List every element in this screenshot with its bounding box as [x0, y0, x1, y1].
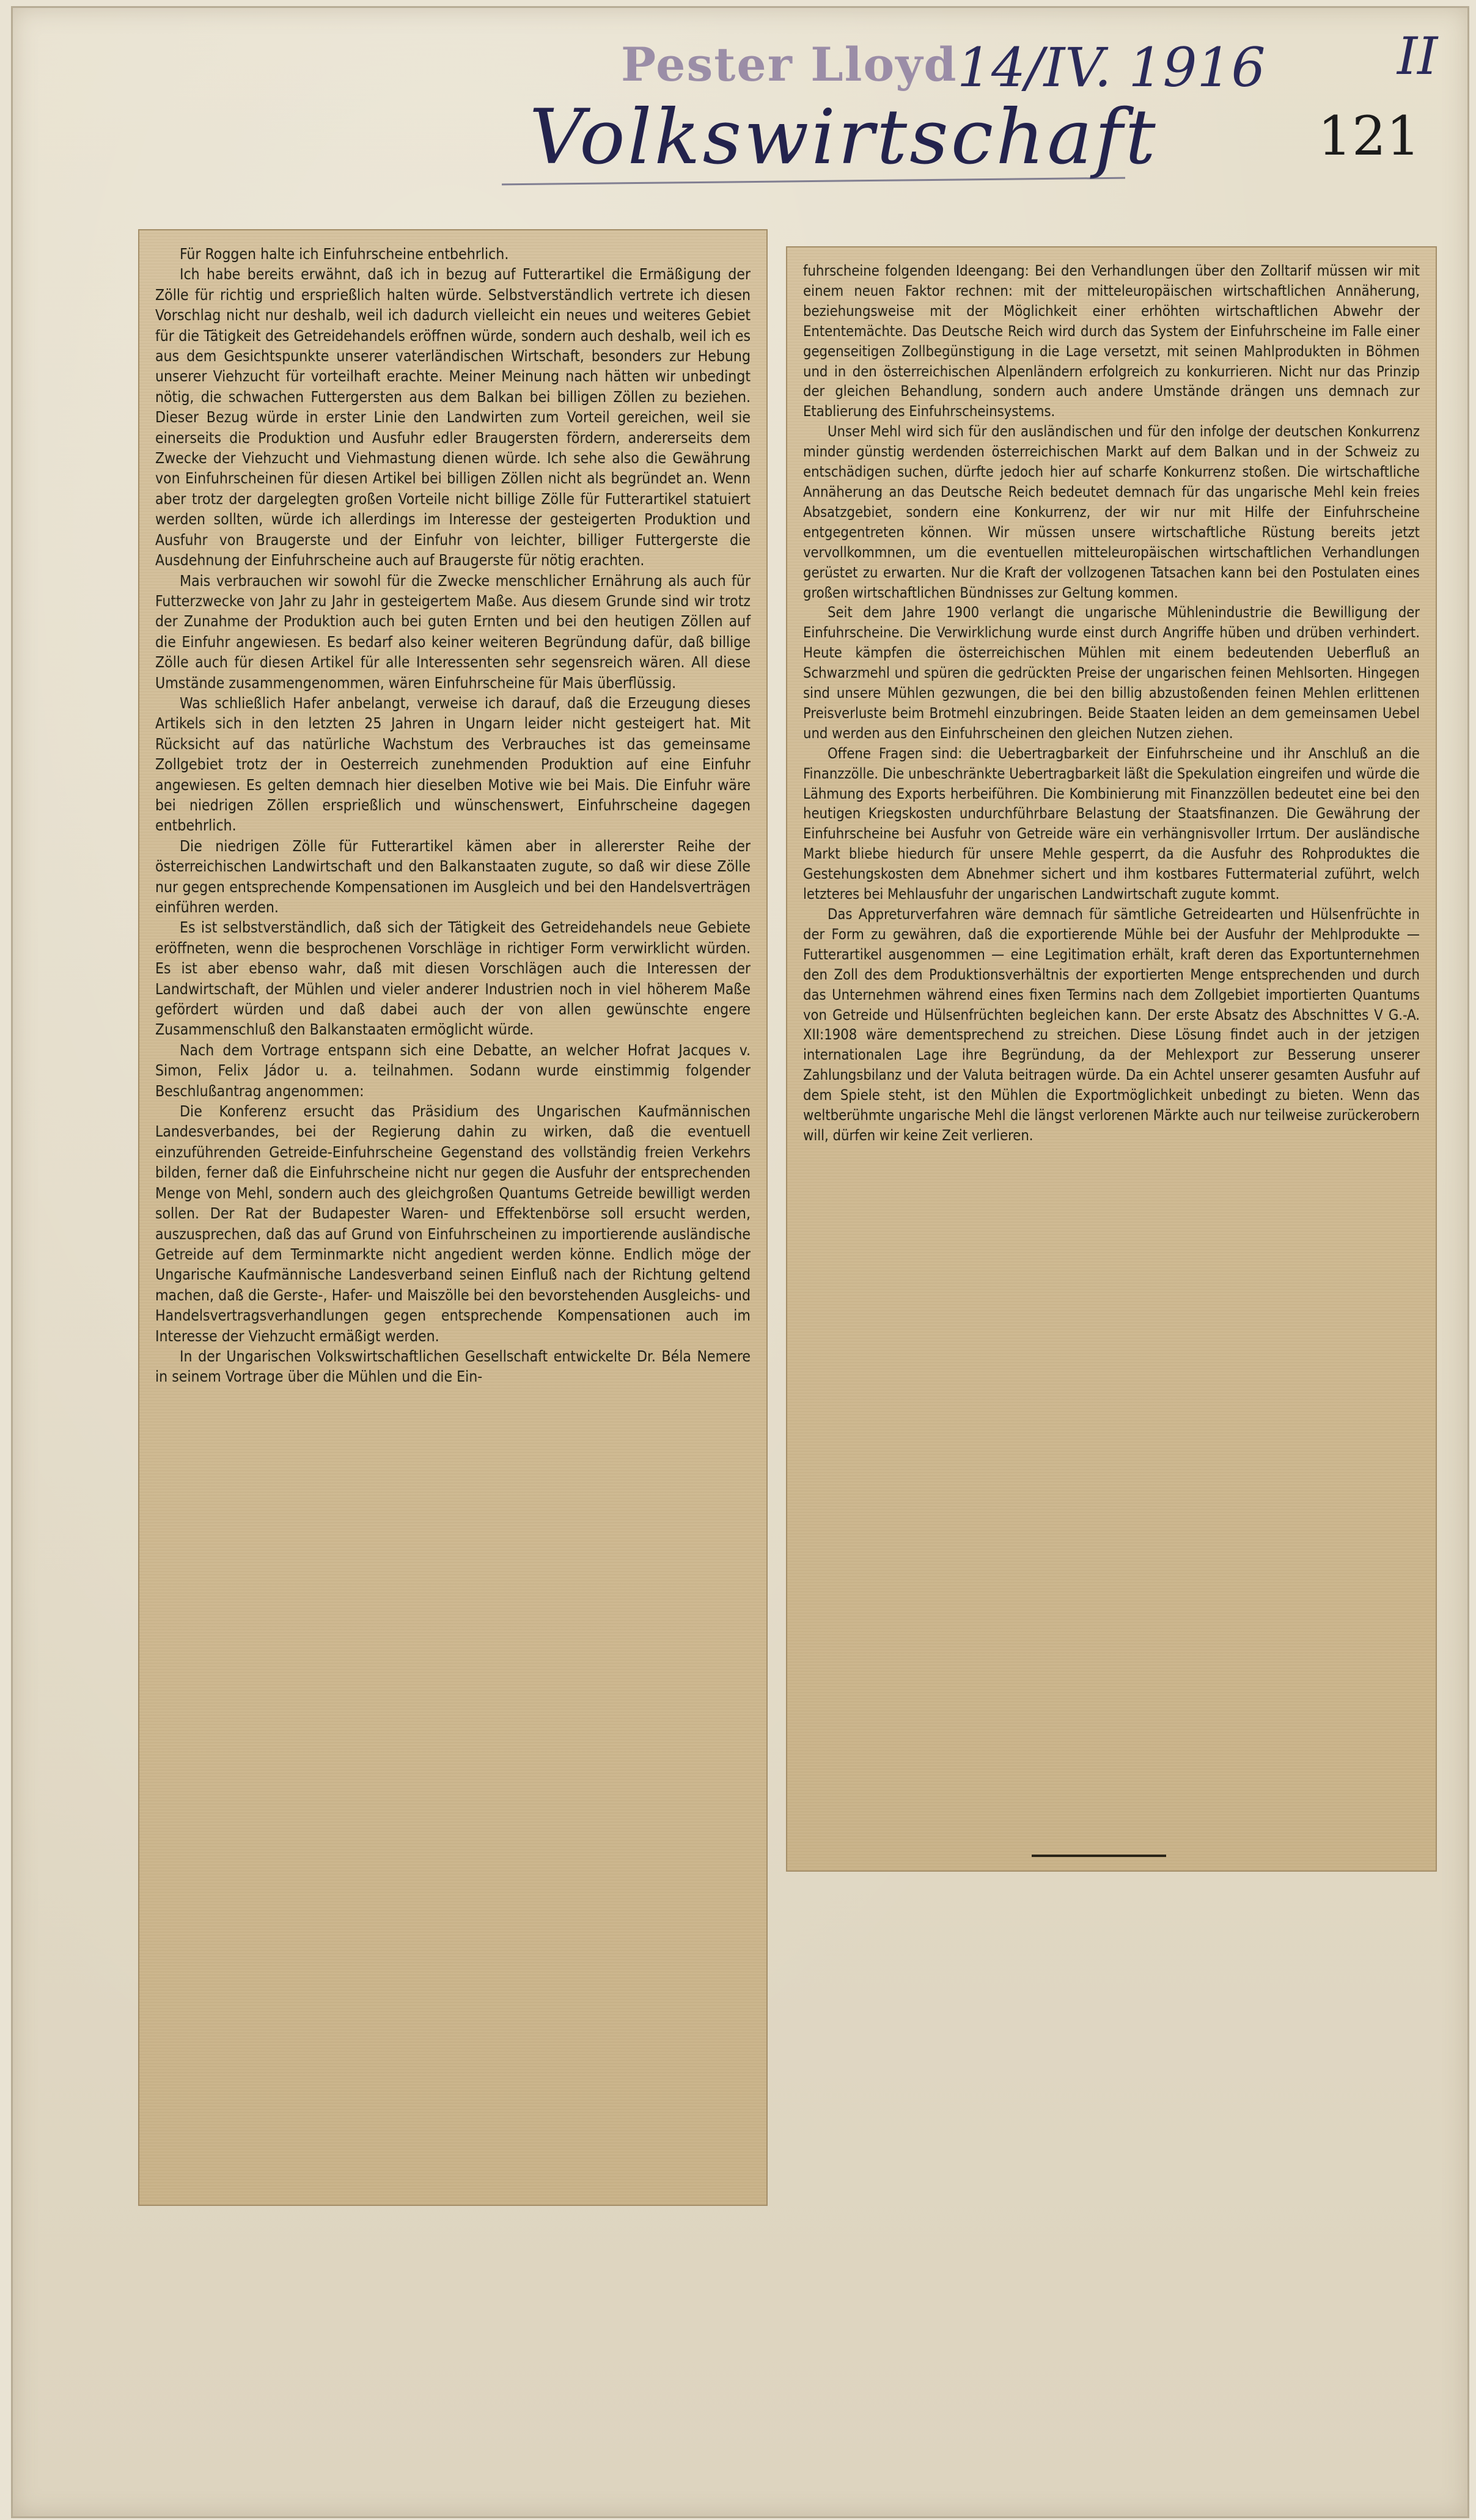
paragraph: fuhrscheine folgenden Ideengang: Bei den Verhandlungen über den Zolltarif müssen wir mit einem neuen Faktor rechnen: mit der mitteleuropäischen wirtschaftlichen Annäherung, beziehungsweise mit der Möglichkeit einer erhöhten wirtschaftlichen Abwehr der Ententemächte. Das Deutsche Reich wird durch das System der Einfuhrscheine im Falle einer gegenseitigen Zollbegünstigung in die Lage versetzt, mit seinen Mahlprodukten in Böhmen und in den österreichischen Alpenländern erfolgreich zu konkurrieren. Nicht nur das Prinzip der gleichen Behandlung, sondern auch andere Umstände drängen uns demnach zur Etablierung des Einfuhrscheinsystems.	[803, 262, 1420, 420]
paragraph: Für Roggen halte ich Einfuhrscheine entbehrlich.	[180, 245, 509, 263]
page-number: 121	[1318, 104, 1420, 167]
clipping-left-column	[138, 229, 768, 2206]
clipping-right-column	[786, 246, 1437, 1872]
paragraph: Seit dem Jahre 1900 verlangt die ungarische Mühlenindustrie die Bewilligung der Einfuhrscheine. Die Verwirklichung wurde einst durch Angriffe hüben und drüben verhindert. Heute kämpfen die österreichischen Mühlen mit einem bedeutenden Ueberfluß an Schwarzmehl und spüren die gedrückten Preise der ungarischen feinen Mehlsorten. Hingegen sind unsere Mühlen gezwungen, die bei den billig abzustoßenden feinen Mehlen erlittenen Preisverluste beim Brotmehl einzubringen. Beide Staaten leiden an dem gemeinsamen Uebel und werden aus den Einfuhrscheinen den gleichen Nutzen ziehen.	[803, 604, 1420, 742]
newspaper-stamp: Pester Lloyd	[621, 37, 958, 92]
paragraph: Mais verbrauchen wir sowohl für die Zwecke menschlicher Ernährung als auch für Futterzwecke von Jahr zu Jahr in gesteigertem Maße. Aus diesem Grunde sind wir trotz der Zunahme der Produktion auch bei guten Ernten und bei den heutigen Zöllen auf die Einfuhr angewiesen. Es bedarf also keiner weiteren Begründung dafür, daß billige Zölle auch für diesen Artikel für alle Interessenten sehr segensreich wären. All diese Umstände zusammengenommen, wären Einfuhrscheine für Mais überflüssig.	[155, 571, 751, 692]
handwritten-date: 14/IV. 1916	[957, 36, 1266, 99]
handwritten-mark: II	[1397, 26, 1438, 86]
paragraph: Die niedrigen Zölle für Futterartikel kämen aber in allererster Reihe der österreichischen Landwirtschaft und den Balkanstaaten zugute, so daß wir diese Zölle nur gegen entsprechende Kompensationen im Ausgleich und bei den Handelsverträgen einführen werden.	[155, 837, 751, 916]
paragraph: Offene Fragen sind: die Uebertragbarkeit der Einfuhrscheine und ihr Anschluß an die Finanzzölle. Die unbeschränkte Uebertragbarkeit läßt die Spekulation eingreifen und würde die Lähmung des Exports herbeiführen. Die Kombinierung mit Finanzzöllen bedeutet eine bei den heutigen Kriegskosten undurchführbare Belastung der Staatsfinanzen. Die Gewährung der Einfuhrscheine bei Ausfuhr von Getreide wäre ein verhängnisvoller Irrtum. Der ausländische Markt bliebe hiedurch für unsere Mehle gesperrt, da die Ausfuhr des Rohproduktes die Gestehungskosten dem Abnehmer sichert und ihm kostbares Futtermaterial zuführt, welch letzteres bei Mehlausfuhr der ungarischen Landwirtschaft zugute kommt.	[803, 744, 1420, 903]
paragraph: Unser Mehl wird sich für den ausländischen und für den infolge der deutschen Konkurrenz minder günstig werdenden österreichischen Markt auf dem Balkan und in der Schweiz zu entschädigen suchen, dürfte jedoch hier auf scharfe Konkurrenz stoßen. Die wirtschaftliche Annäherung an das Deutsche Reich bedeutet demnach für das ungarische Mehl kein freies Absatzgebiet, sondern eine Konkurrenz, der wir nur mit Hilfe der Einfuhrscheine entgegentreten können. Wir müssen unsere wirtschaftliche Rüstung bereits jetzt vervollkommnen, um die eventuellen mitteleuropäischen wirtschaftlichen Verhandlungen gerüstet zu erwarten. Nur die Kraft der vollzogenen Tatsachen kann bei den Postulaten eines großen wirtschaftlichen Bündnisses zur Geltung kommen.	[803, 423, 1420, 601]
handwritten-section-title: Volkswirtschaft	[529, 93, 1158, 181]
article-end-rule	[1032, 1855, 1166, 1857]
resolution-paragraph: Die Konferenz ersucht das Präsidium des Ungarischen Kaufmännischen Landesverbandes, bei der Regierung dahin zu wirken, daß die eventuell einzuführenden Getreide-Einfuhrscheine Gegenstand des vollständig freien Verkehrs bilden, ferner daß die Einfuhrscheine nicht nur gegen die Ausfuhr der entsprechenden Menge von Mehl, sondern auch des gleichgroßen Quantums Getreide bewilligt werden sollen. Der Rat der Budapester Waren- und Effektenbörse soll ersucht werden, auszusprechen, daß das auf Grund von Einfuhrscheinen zu importierende ausländische Getreide auf dem Terminmarkte nicht angedient werden könne. Endlich möge der Ungarische Kaufmännische Landesverband seinen Einfluß nach der Richtung geltend machen, daß die Gerste-, Hafer- und Maiszölle bei den bevorstehenden Ausgleichs- und Handelsvertragsverhandlungen gegen entsprechende Kompensationen auch im Interesse der Viehzucht ermäßigt werden.	[155, 1102, 751, 1345]
paragraph: Das Appreturverfahren wäre demnach für sämtliche Getreidearten und Hülsenfrüchte in der Form zu gewähren, daß die exportierende Mühle bei der Ausfuhr der Mehlprodukte — Futterartikel ausgenommen — eine Legitimation erhält, kraft deren das Exportunternehmen den Zoll des dem Produktionsverhältnis der exportierten Menge entsprechenden und durch das Unternehmen während eines fixen Termins nach dem Zollgebiet importierten Quantums von Getreide und Hülsenfrüchten begleichen kann. Der erste Absatz des Abschnittes V G.-A. XII:1908 wäre dementsprechend zu streichen. Diese Lösung findet auch in der jetzigen internationalen Lage ihre Begründung, da der Mehlexport zur Besserung unserer Zahlungsbilanz und der Valuta beitragen würde. Da ein Achtel unserer gesamten Ausfuhr auf dem Spiele steht, ist den Mühlen die Exportmöglichkeit unbedingt zu bieten. Wenn das weltberühmte ungarische Mehl die längst verlorenen Märkte auch nur teilweise zurückerobern will, dürfen wir keine Zeit verlieren.	[803, 906, 1420, 1144]
paragraph: Was schließlich Hafer anbelangt, verweise ich darauf, daß die Erzeugung dieses Artikels sich in den letzten 25 Jahren in Ungarn leider nicht gesteigert hat. Mit Rücksicht auf das natürliche Wachstum des Verbrauches ist das gemeinsame Zollgebiet trotz der in Oesterreich zunehmenden Produktion auf eine Einfuhr angewiesen. Es gelten demnach hier dieselben Motive wie bei Mais. Die Einfuhr wäre bei niedrigen Zöllen ersprießlich und wünschenswert, Einfuhrscheine dagegen entbehrlich.	[155, 694, 751, 835]
paragraph: In der Ungarischen Volkswirtschaftlichen Gesellschaft entwickelte Dr. Béla Nemere in seinem Vortrage über die Mühlen und die Ein-	[155, 1347, 751, 1386]
paragraph: Es ist selbstverständlich, daß sich der Tätigkeit des Getreidehandels neue Gebiete eröffneten, wenn die besprochenen Vorschläge in richtiger Form verwirklicht würden. Es ist aber ebenso wahr, daß mit diesen Vorschlägen auch die Interessen der Landwirtschaft, der Mühlen und vieler anderer Industrien noch in viel höherem Maße gefördert würden und daß dabei auch der von allen gewünschte engere Zusammenschluß den Balkanstaaten ermöglicht würde.	[155, 918, 751, 1039]
paragraph: Ich habe bereits erwähnt, daß ich in bezug auf Futterartikel die Ermäßigung der Zölle für richtig und ersprießlich halten würde. Selbstverständlich vertrete ich diesen Vorschlag nicht nur deshalb, weil ich dadurch vielleicht ein neues und weiteres Gebiet für die Tätigkeit des Getreidehandels eröffnen würde, sondern auch deshalb, weil ich es aus dem Gesichtspunkte unserer vaterländischen Wirtschaft, besonders zur Hebung unserer Viehzucht für vorteilhaft erachte. Meiner Meinung nach hätten wir unbedingt nötig, die schwachen Futtergersten aus dem Balkan bei billigen Zöllen zu beziehen. Dieser Bezug würde in erster Linie den Landwirten zum Vorteil gereichen, weil sie einerseits die Produktion und Ausfuhr edler Braugersten fördern, andererseits dem Zwecke der Viehzucht und Viehmastung dienen würde. Ich sehe also die Gewährung von Einfuhrscheinen für diesen Artikel bei billigen Zöllen nicht als begründet an. Wenn aber trotz der dargelegten großen Vorteile nicht billige Zölle für Futterartikel statuiert werden sollten, würde ich allerdings im Interesse der gesteigerten Produktion und Ausfuhr von Braugerste und der Einfuhr von leichter, billiger Futtergerste die Ausdehnung der Einfuhrscheine auch auf Braugerste für nötig erachten.	[155, 265, 751, 570]
paragraph: Nach dem Vortrage entspann sich eine Debatte, an welcher Hofrat Jacques v. Simon, Felix Jádor u. a. teilnahmen. Sodann wurde einstimmig folgender Beschlußantrag angenommen:	[155, 1041, 751, 1100]
archive-sheet	[11, 6, 1469, 2518]
